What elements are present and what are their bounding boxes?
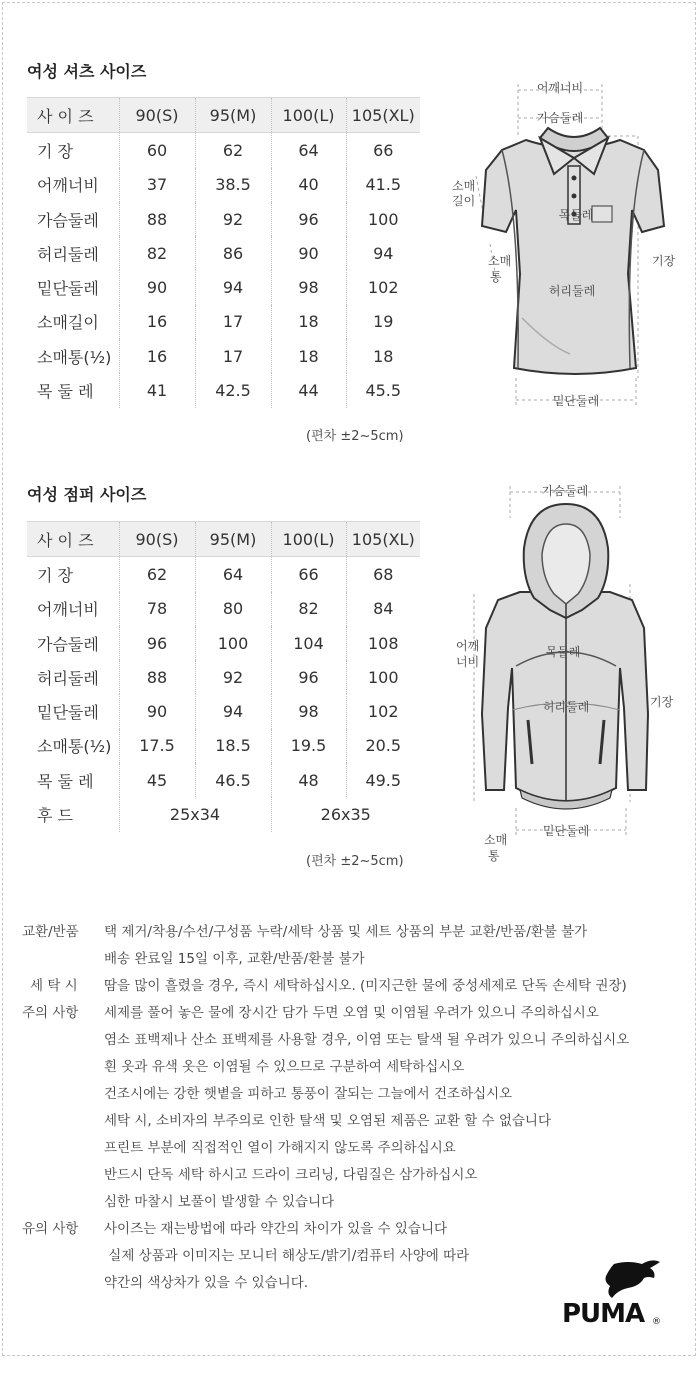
shirt-diagram: [440, 78, 680, 418]
value-cell: 18.5: [195, 729, 271, 763]
header-cell: 90(S): [119, 98, 195, 133]
value-cell: 80: [195, 592, 271, 626]
row-label-cell: 가슴둘레: [37, 634, 99, 654]
care-text-line: 건조시에는 강한 햇볕을 피하고 통풍이 잘되는 그늘에서 건조하십시오: [104, 1086, 513, 1102]
row-label-cell: 소매길이: [37, 313, 99, 333]
care-text-line: 땀을 많이 흘렸을 경우, 즉시 세탁하십시오. (미지근한 물에 중성세제로 단독 손세탁 권장): [104, 978, 627, 994]
table-row: [27, 339, 420, 373]
table-row: [27, 592, 420, 626]
value-cell: 20.5: [346, 729, 420, 763]
puma-cat-icon: [606, 1260, 661, 1298]
value-cell: 90: [119, 270, 195, 304]
header-cell: 사 이 즈: [27, 98, 119, 133]
value-cell: 18: [346, 339, 420, 373]
row-label-cell: 어깨너비: [37, 176, 99, 196]
value-cell: 100: [346, 660, 420, 694]
care-text-line: 실제 상품과 이미지는 모니터 해상도/밝기/컴퓨터 사양에 따라: [104, 1248, 470, 1264]
value-cell: 92: [195, 202, 271, 236]
value-cell: 94: [195, 694, 271, 728]
table-row: [27, 729, 420, 763]
value-cell: 19: [346, 305, 420, 339]
row-label-cell: 가슴둘레: [37, 210, 99, 230]
row-label-cell: 어깨너비: [37, 600, 99, 620]
header-cell: 100(L): [271, 98, 346, 133]
puma-wordmark: PUMA: [562, 1299, 645, 1329]
value-cell: 100: [346, 202, 420, 236]
value-cell: 82: [119, 236, 195, 270]
row-label-cell: 목 둘 레: [37, 382, 94, 402]
diagram-label-neck: 목둘레: [545, 645, 581, 659]
table-row: [27, 797, 420, 831]
value-cell: 96: [119, 626, 195, 660]
care-text-line: 흰 옷과 유색 옷은 이염될 수 있으므로 구분하여 세탁하십시오: [104, 1059, 465, 1075]
value-cell: 25x34: [119, 797, 271, 831]
table-row: [27, 557, 420, 592]
diagram-label-sleeve-length-1: 소매: [452, 179, 476, 193]
value-cell: 37: [119, 168, 195, 202]
table-row: [27, 168, 420, 202]
diagram-label-waist: 허리둘레: [542, 700, 590, 714]
jumper-tolerance-note: (편차 ±2~5cm): [306, 854, 404, 869]
shirt-tolerance-note: (편차 ±2~5cm): [306, 429, 404, 444]
value-cell: 108: [346, 626, 420, 660]
care-text-line: 프린트 부분에 직접적인 열이 가해지지 않도록 주의하십시요: [104, 1140, 456, 1156]
diagram-label-shoulder-2: 너비: [456, 655, 480, 669]
table-row: [27, 694, 420, 728]
row-label-cell: 목 둘 레: [37, 771, 94, 791]
row-label-cell: 소매통(½): [37, 737, 112, 757]
value-cell: 90: [119, 694, 195, 728]
row-label-cell: 밑단둘레: [37, 703, 99, 723]
care-text-line: 배송 완료일 15일 이후, 교환/반품/환불 불가: [104, 951, 365, 967]
table-row: [27, 202, 420, 236]
value-cell: 45: [119, 763, 195, 797]
value-cell: 48: [271, 763, 346, 797]
value-cell: 82: [271, 592, 346, 626]
table-row: [27, 236, 420, 270]
row-label-cell: 기 장: [37, 141, 73, 161]
value-cell: 17: [195, 305, 271, 339]
value-cell: 40: [271, 168, 346, 202]
care-text-line: 심한 마찰시 보풀이 발생할 수 있습니다: [104, 1194, 335, 1210]
wash-label-1: 세 탁 시: [30, 978, 78, 994]
table-row: [27, 626, 420, 660]
value-cell: 78: [119, 592, 195, 626]
value-cell: 42.5: [195, 373, 271, 407]
value-cell: 46.5: [195, 763, 271, 797]
table-header-row: [27, 98, 420, 133]
diagram-label-length: 기장: [650, 695, 674, 709]
puma-logo: [556, 1258, 668, 1330]
table-row: [27, 660, 420, 694]
row-label-cell: 허리둘레: [37, 244, 99, 264]
header-cell: 105(XL): [346, 98, 420, 133]
diagram-label-length: 기장: [652, 254, 676, 268]
diagram-label-waist: 허리둘레: [548, 284, 596, 298]
value-cell: 64: [271, 133, 346, 168]
value-cell: 16: [119, 305, 195, 339]
care-text-line: 사이즈는 재는방법에 따라 약간의 차이가 있을 수 있습니다: [104, 1221, 448, 1237]
row-label-cell: 허리둘레: [37, 668, 99, 688]
value-cell: 16: [119, 339, 195, 373]
diagram-label-sleeve-width-2: 통: [490, 270, 502, 284]
value-cell: 86: [195, 236, 271, 270]
value-cell: 66: [271, 557, 346, 592]
value-cell: 92: [195, 660, 271, 694]
value-cell: 44: [271, 373, 346, 407]
value-cell: 62: [119, 557, 195, 592]
value-cell: 94: [346, 236, 420, 270]
value-cell: 94: [195, 270, 271, 304]
value-cell: 98: [271, 270, 346, 304]
diagram-label-sleeve-width-1: 소매: [484, 833, 508, 847]
value-cell: 96: [271, 202, 346, 236]
table-row: [27, 270, 420, 304]
exchange-label: 교환/반품: [22, 924, 79, 940]
row-label-cell: 밑단둘레: [37, 279, 99, 299]
table-header-row: [27, 522, 420, 557]
value-cell: 62: [195, 133, 271, 168]
shirt-size-table: [27, 97, 420, 408]
care-text-line: 약간의 색상차가 있을 수 있습니다.: [104, 1275, 309, 1291]
care-text-line: 택 제거/착용/수선/구성품 누락/세탁 상품 및 세트 상품의 부분 교환/반품/환불 불가: [104, 924, 588, 940]
header-cell: 100(L): [271, 522, 346, 557]
row-label-cell: 소매통(½): [37, 347, 112, 367]
polo-shirt-icon: [482, 128, 664, 374]
header-cell: 사 이 즈: [27, 522, 119, 557]
value-cell: 41: [119, 373, 195, 407]
value-cell: 102: [346, 270, 420, 304]
value-cell: 49.5: [346, 763, 420, 797]
notice-label: 유의 사항: [22, 1221, 79, 1237]
value-cell: 66: [346, 133, 420, 168]
value-cell: 88: [119, 660, 195, 694]
value-cell: 100: [195, 626, 271, 660]
value-cell: 26x35: [271, 797, 420, 831]
diagram-label-sleeve-width-1: 소매: [488, 254, 512, 268]
care-text-line: 반드시 단독 세탁 하시고 드라이 크리닝, 다림질은 삼가하십시오: [104, 1167, 478, 1183]
value-cell: 18: [271, 305, 346, 339]
value-cell: 96: [271, 660, 346, 694]
value-cell: 88: [119, 202, 195, 236]
value-cell: 60: [119, 133, 195, 168]
jumper-size-title: 여성 점퍼 사이즈: [27, 485, 147, 504]
diagram-label-neck: 목둘레: [558, 208, 594, 222]
care-text-line: 염소 표백제나 산소 표백제를 사용할 경우, 이염 또는 탈색 될 우려가 있으니 주의하십시오: [104, 1032, 630, 1048]
value-cell: 104: [271, 626, 346, 660]
value-cell: 45.5: [346, 373, 420, 407]
diagram-label-shoulder-1: 어깨: [456, 639, 480, 653]
value-cell: 41.5: [346, 168, 420, 202]
diagram-label-hem: 밑단둘레: [542, 824, 590, 838]
jumper-diagram: [450, 478, 690, 870]
diagram-label-chest: 가슴둘레: [536, 111, 584, 125]
row-label-cell: 기 장: [37, 565, 73, 585]
care-text-line: 세탁 시, 소비자의 부주의로 인한 탈색 및 오염된 제품은 교환 할 수 없습니다: [104, 1113, 552, 1129]
jumper-size-table: [27, 521, 420, 832]
diagram-label-sleeve-length-2: 길이: [452, 194, 476, 208]
value-cell: 17: [195, 339, 271, 373]
diagram-label-sleeve-width-2: 통: [488, 849, 500, 863]
value-cell: 98: [271, 694, 346, 728]
value-cell: 90: [271, 236, 346, 270]
value-cell: 64: [195, 557, 271, 592]
value-cell: 102: [346, 694, 420, 728]
shirt-size-title: 여성 셔츠 사이즈: [27, 62, 147, 81]
table-row: [27, 373, 420, 407]
wash-label-2: 주의 사항: [22, 1005, 79, 1021]
value-cell: 84: [346, 592, 420, 626]
row-label-cell: 후 드: [37, 806, 73, 826]
diagram-label-hem: 밑단둘레: [552, 394, 600, 408]
diagram-label-shoulder: 어깨너비: [536, 81, 584, 95]
header-cell: 95(M): [195, 98, 271, 133]
value-cell: 18: [271, 339, 346, 373]
value-cell: 38.5: [195, 168, 271, 202]
value-cell: 19.5: [271, 729, 346, 763]
table-row: [27, 763, 420, 797]
table-row: [27, 133, 420, 168]
table-row: [27, 305, 420, 339]
registered-mark: ®: [652, 1317, 661, 1327]
value-cell: 68: [346, 557, 420, 592]
header-cell: 90(S): [119, 522, 195, 557]
header-cell: 95(M): [195, 522, 271, 557]
value-cell: 17.5: [119, 729, 195, 763]
header-cell: 105(XL): [346, 522, 420, 557]
care-text-line: 세제를 풀어 놓은 물에 장시간 담가 두면 오염 및 이염될 우려가 있으니 주의하십시오: [104, 1005, 599, 1021]
diagram-label-chest: 가슴둘레: [541, 484, 589, 498]
